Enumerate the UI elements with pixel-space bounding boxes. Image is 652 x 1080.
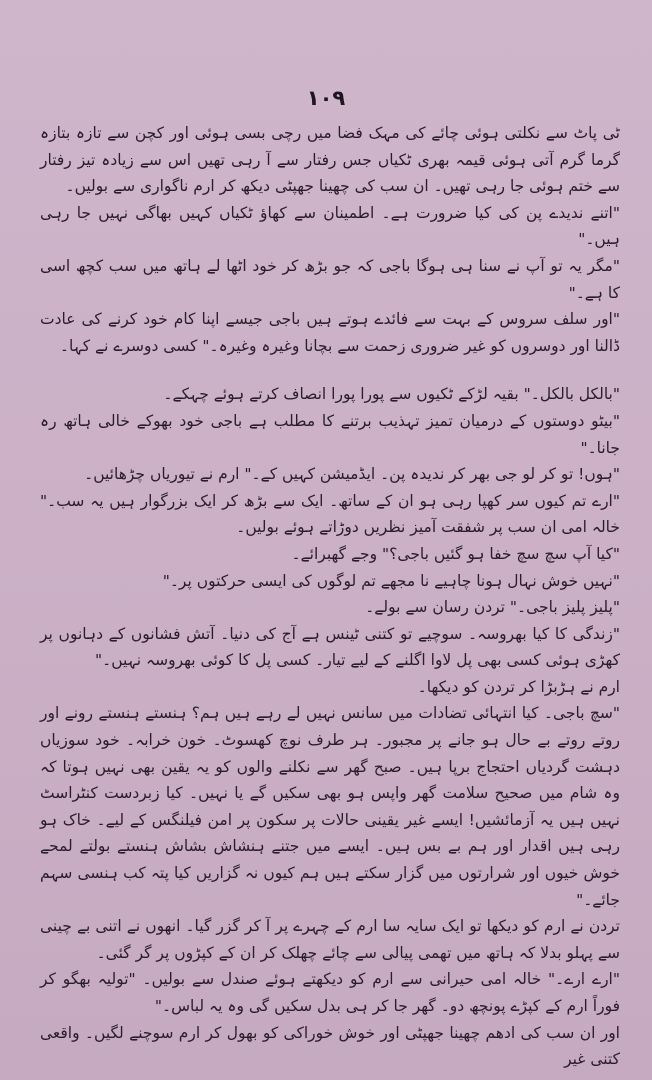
paragraph-17: اور ان سب کی ادھم چھینا جھپٹی اور خوش خوراکی کو بھول کر ارم سوچنے لگیں۔ واقعی کتنی غیر — [40, 1023, 620, 1069]
paragraph-16: "ارے ارے۔" خالہ امی حیرانی سے ارم کو دیکھتے ہوئے صندل سے بولیں۔ "تولیہ بھگو کر فوراً ارم کے کپڑے پونچھ دو۔ گھر جا کر ہی بدل سکیں گی وہ یہ لباس۔" — [40, 970, 620, 1015]
paragraph-3: "مگر یہ تو آپ نے سنا ہی ہوگا باجی کہ جو بڑھ کر خود اٹھا لے ہاتھ میں سب کچھ اسی کا ہے۔" — [40, 256, 620, 302]
paragraph-9: "کیا آپ سچ سچ خفا ہو گئیں باجی؟" وجے گھبرائے۔ — [291, 544, 620, 563]
paragraph-1: ٹی پاٹ سے نکلتی ہوئی چائے کی مہک فضا میں رچی بسی ہوئی اور کچن سے تازہ بتازہ گرما گرم آتی ہوئی قیمہ بھری ٹکیاں جس رفتار سے آ رہی تھیں اس سے زیادہ تیز رفتار سے ختم ہوئی جا رہی تھیں۔ ان سب کی چھینا جھپٹی دیکھ کر ارم ناگواری سے بولیں۔ — [40, 124, 620, 196]
paragraph-4: "اور سلف سروس کے بہت سے فائدے ہوتے ہیں باجی جیسے اپنا کام خود کرنے کی عادت ڈالنا اور دوسروں کو غیر ضروری زحمت سے بچانا وغیرہ وغیرہ۔" کسی دوسرے نے کہا۔ — [40, 310, 620, 355]
paragraph-5: "بالکل بالکل۔" بقیہ لڑکے ٹکیوں سے پورا پورا انصاف کرتے ہوئے چہکے۔ — [163, 385, 620, 404]
page-number: ١٠٩ — [306, 86, 346, 110]
paragraph-10: "نہیں خوش نہال ہونا چاہیے نا مجھے تم لوگوں کی ایسی حرکتوں پر۔" — [162, 571, 620, 590]
body-text — [40, 120, 620, 1073]
paragraph-gap — [40, 359, 620, 381]
paragraph-13: ارم نے ہڑبڑا کر تردن کو دیکھا۔ — [417, 677, 620, 696]
paragraph-14: "سچ باجی۔ کیا انتہائی تضادات میں سانس نہیں لے رہے ہیں ہم؟ ہنستے ہنستے رونے اور روتے روتے بے حال ہو جانے پر مجبور۔ ہر طرف نوچ کھسوٹ۔ خون خرابہ۔ خود سوزیاں دہشت گردیاں احتجاج برپا ہیں۔ صبح گھر سے نکلنے والوں کو یہ یقین بھی نہیں ہوتا کہ وہ شام میں صحیح سلامت گھر واپس ہو بھی سکیں گے یا نہیں۔ کیا زبردست کنٹراسٹ نہیں ہیں یہ آزمائشیں! ایسے غیر یقینی حالات پر سکون پر امن فیلنگس کے لیے۔ خاک ہو رہی ہیں اقدار اور ہم بے بس ہیں۔ ایسے میں جتنے ہنشاش بشاش ہنستے بولتے لمحے خوش خیوں اور شرارتوں میں گزار سکتے ہیں ہم کیوں نہ گزاریں کیا پتہ کب ہنسی سہم جائے۔" — [40, 704, 620, 909]
paragraph-12: "زندگی کا کیا بھروسہ۔ سوچیے تو کتنی ٹینس ہے آج کی دنیا۔ آتش فشانوں کے دہانوں پر کھڑی ہوئی کسی بھی پل لاوا اگلنے کے لیے تیار۔ کسی پل کا کوئی بھروسہ نہیں۔" — [40, 624, 620, 670]
paragraph-15: تردن نے ارم کو دیکھا تو ایک سایہ سا ارم کے چہرے پر آ کر گزر گیا۔ انھوں نے اتنی بے چینی سے پہلو بدلا کہ ہاتھ میں تھمی پیالی سے چائے چھلک کر ان کے کپڑوں پر گر گئی۔ — [40, 917, 620, 962]
paragraph-11: "پلیز پلیز باجی۔" تردن رسان سے بولے۔ — [365, 598, 620, 617]
paragraph-6: "بیٹو دوستوں کے درمیان تمیز تہذیب برتنے کا مطلب ہے باجی خود بھوکے خالی ہاتھ رہ جانا۔" — [40, 411, 620, 457]
paragraph-8: "ارے تم کیوں سر کھپا رہی ہو ان کے ساتھ۔ ایک سے بڑھ کر ایک بزرگوار ہیں یہ سب۔" خالہ امی ان سب پر شفقت آمیز نظریں دوڑاتے ہوئے بولیں۔ — [40, 491, 620, 537]
paragraph-2: "اتنے ندیدے پن کی کیا ضرورت ہے۔ اطمینان سے کھاؤ ٹکیاں کہیں بھاگی نہیں جا رہی ہیں۔" — [40, 203, 620, 249]
paragraph-7: "ہوں! تو کر لو جی بھر کر ندیدہ پن۔ ایڈمیشن کہیں کے۔" ارم نے تیوریاں چڑھائیں۔ — [84, 465, 620, 484]
